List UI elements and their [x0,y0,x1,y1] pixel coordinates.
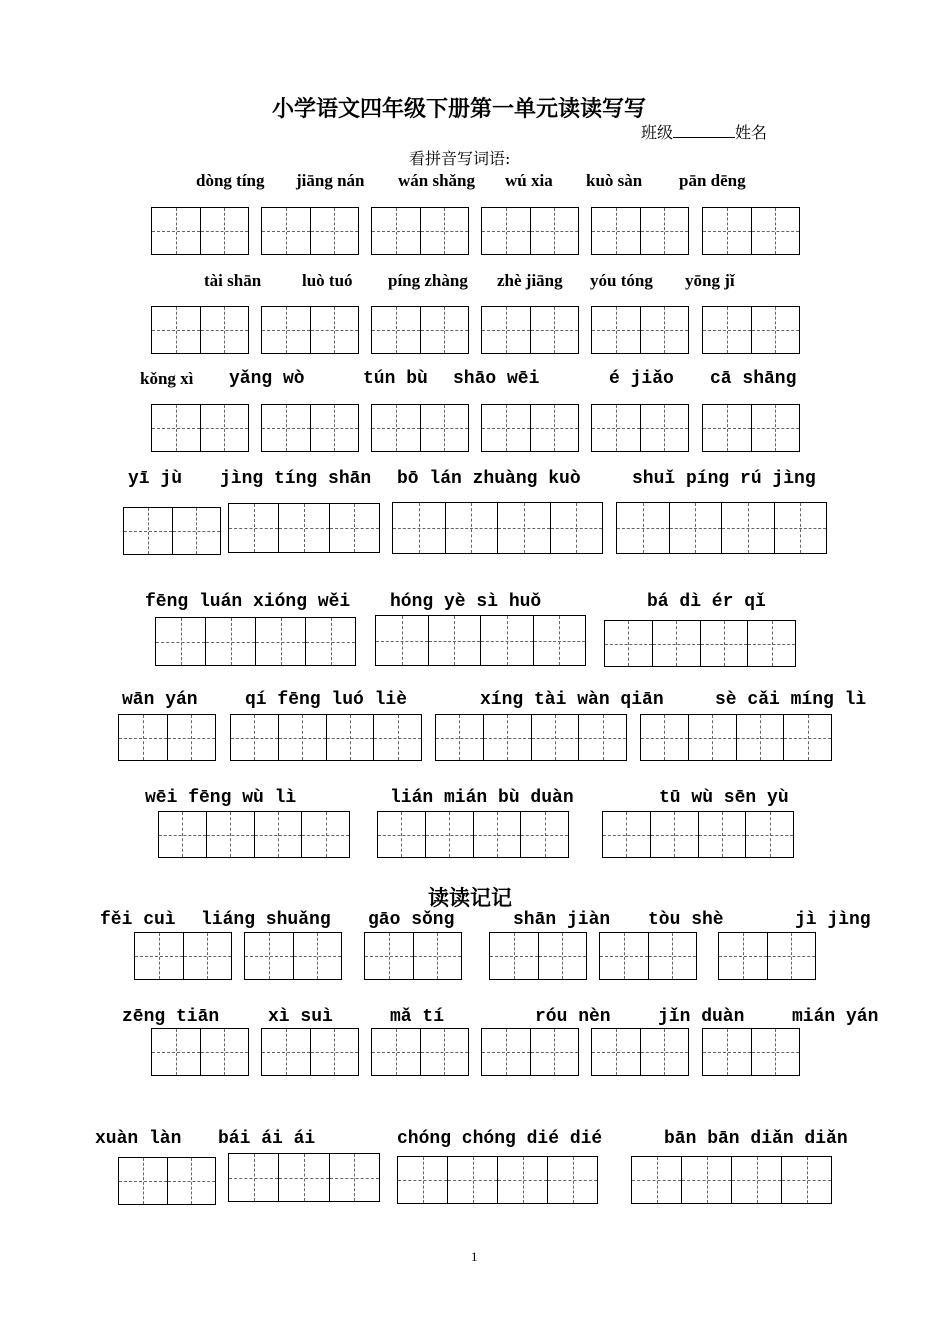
writing-cell[interactable] [719,933,768,979]
writing-cell[interactable] [302,812,349,857]
pinyin-label: jǐn duàn [658,1007,745,1027]
writing-cell[interactable] [481,616,534,665]
pinyin-label: wēi fēng wù lì [145,788,297,808]
writing-cell[interactable] [531,405,579,451]
writing-cell[interactable] [531,208,579,254]
writing-cell[interactable] [152,307,201,353]
writing-cell[interactable] [737,715,785,760]
writing-cell[interactable] [374,715,421,760]
writing-grid [591,207,689,255]
pinyin-label: luò tuó [302,271,353,290]
pinyin-label: cā shāng [710,369,797,389]
writing-grid [702,404,800,452]
writing-grid [151,306,249,354]
pinyin-label: dòng tíng [196,171,265,190]
writing-cell[interactable] [592,1029,641,1075]
writing-cell[interactable] [262,405,311,451]
writing-cell[interactable] [229,504,279,552]
writing-cell[interactable] [703,307,752,353]
writing-cell[interactable] [245,933,294,979]
class-label: 班级 [641,123,674,142]
writing-grid [640,714,832,761]
writing-cell[interactable] [605,621,653,666]
writing-grid [244,932,342,980]
writing-cell[interactable] [579,715,626,760]
writing-cell[interactable] [752,1029,800,1075]
writing-cell[interactable] [521,812,568,857]
writing-grid [134,932,232,980]
writing-cell[interactable] [279,715,327,760]
writing-grid [230,714,422,761]
writing-cell[interactable] [551,503,603,553]
writing-grid [702,306,800,354]
writing-cell[interactable] [262,208,311,254]
writing-cell[interactable] [229,1154,279,1201]
writing-cell[interactable] [641,307,689,353]
writing-grid [599,932,697,980]
pinyin-label: bō lán zhuàng kuò [397,469,581,489]
writing-grid [228,503,380,553]
pinyin-label: yóu tóng [590,271,653,290]
writing-grid [481,306,579,354]
pinyin-label: fěi cuì [100,910,176,930]
writing-grid [591,404,689,452]
writing-cell[interactable] [184,933,232,979]
writing-cell[interactable] [448,1157,498,1203]
writing-cell[interactable] [446,503,499,553]
pinyin-label: hóng yè sì huǒ [390,592,542,612]
pinyin-label: píng zhàng [388,271,468,290]
writing-cell[interactable] [474,812,522,857]
writing-cell[interactable] [372,1029,421,1075]
writing-cell[interactable] [156,618,206,665]
writing-grid [591,306,689,354]
pinyin-label: xì suì [268,1007,333,1027]
writing-grid [397,1156,598,1204]
writing-cell[interactable] [206,618,256,665]
writing-cell[interactable] [768,933,816,979]
pinyin-label: tū wù sēn yù [659,788,789,808]
writing-cell[interactable] [201,307,249,353]
writing-cell[interactable] [651,812,699,857]
pinyin-label: bān bān diǎn diǎn [664,1129,848,1149]
writing-cell[interactable] [421,208,469,254]
pinyin-label: kuò sàn [586,171,643,190]
writing-cell[interactable] [649,933,697,979]
writing-cell[interactable] [414,933,462,979]
pinyin-label: sè cǎi míng lì [715,690,867,710]
section-title-dudu-jiji: 读读记记 [428,885,512,910]
writing-cell[interactable] [689,715,737,760]
writing-cell[interactable] [746,812,793,857]
writing-grid [602,811,794,858]
writing-cell[interactable] [398,1157,448,1203]
writing-grid [261,404,359,452]
writing-cell[interactable] [682,1157,732,1203]
pinyin-label: kǒng xì [140,369,194,388]
instruction: 看拼音写词语: [409,149,511,168]
writing-cell[interactable] [701,621,749,666]
writing-cell[interactable] [539,933,587,979]
writing-grid [481,404,579,452]
writing-cell[interactable] [653,621,701,666]
name-label: 姓名 [735,123,768,142]
pinyin-label: jìng tíng shān [220,469,372,489]
writing-cell[interactable] [534,616,586,665]
writing-grid [489,932,587,980]
writing-cell[interactable] [752,405,800,451]
pinyin-label: chóng chóng dié dié [397,1129,603,1149]
pinyin-label: zēng tiān [122,1007,220,1027]
writing-cell[interactable] [311,208,359,254]
writing-cell[interactable] [592,307,641,353]
writing-cell[interactable] [732,1157,782,1203]
pinyin-label: wān yán [122,690,198,710]
writing-cell[interactable] [152,405,201,451]
writing-cell[interactable] [173,508,221,554]
writing-cell[interactable] [632,1157,682,1203]
pinyin-label: gāo sǒng [368,910,455,930]
writing-grid [392,502,603,554]
writing-cell[interactable] [531,307,579,353]
writing-cell[interactable] [490,933,539,979]
writing-cell[interactable] [592,208,641,254]
writing-grid [371,306,469,354]
writing-cell[interactable] [421,1029,469,1075]
writing-grid [702,1028,800,1076]
writing-grid [616,502,827,554]
writing-cell[interactable] [722,503,775,553]
writing-cell[interactable] [207,812,255,857]
writing-cell[interactable] [311,1029,359,1075]
pinyin-label: xuàn làn [95,1129,182,1149]
writing-cell[interactable] [372,208,421,254]
writing-grid [481,1028,579,1076]
pinyin-label: mián yán [792,1007,879,1027]
writing-grid [364,932,462,980]
writing-cell[interactable] [548,1157,597,1203]
writing-cell[interactable] [603,812,651,857]
pinyin-label: zhè jiāng [497,271,563,290]
pinyin-label: pān dēng [679,171,746,190]
writing-grid [118,714,216,761]
writing-cell[interactable] [748,621,795,666]
writing-grid [375,615,586,666]
pinyin-label: yōng jǐ [685,271,735,290]
pinyin-label: fēng luán xióng wěi [145,592,351,612]
pinyin-label: tài shān [204,271,262,290]
writing-grid [261,306,359,354]
pinyin-label: shāo wēi [453,369,540,389]
writing-cell[interactable] [119,1158,168,1204]
pinyin-label: wán shǎng [398,171,476,190]
writing-cell[interactable] [429,616,482,665]
writing-cell[interactable] [436,715,484,760]
writing-cell[interactable] [421,405,469,451]
writing-cell[interactable] [135,933,184,979]
writing-cell[interactable] [484,715,532,760]
writing-cell[interactable] [201,1029,249,1075]
writing-grid [371,207,469,255]
writing-cell[interactable] [752,208,800,254]
writing-cell[interactable] [531,1029,579,1075]
writing-cell[interactable] [255,812,303,857]
writing-grid [481,207,579,255]
page-title: 小学语文四年级下册第一单元读读写写 [272,96,647,122]
pinyin-label: bái ái ái [218,1129,316,1149]
writing-cell[interactable] [327,715,375,760]
writing-cell[interactable] [498,1157,548,1203]
pinyin-label: qí fēng luó liè [245,690,408,710]
pinyin-label: róu nèn [535,1007,611,1027]
pinyin-label: mǎ tí [390,1007,445,1027]
writing-cell[interactable] [294,933,342,979]
writing-grid [371,404,469,452]
pinyin-label: xíng tài wàn qiān [480,690,664,710]
writing-cell[interactable] [482,208,531,254]
writing-cell[interactable] [168,1158,216,1204]
pinyin-label: yǎng wò [229,369,305,389]
pinyin-label: wú xia [505,171,553,190]
writing-cell[interactable] [279,504,329,552]
writing-cell[interactable] [124,508,173,554]
writing-grid [371,1028,469,1076]
pinyin-label: shān jiàn [513,910,611,930]
pinyin-label: jì jìng [795,910,871,930]
writing-cell[interactable] [330,504,379,552]
writing-cell[interactable] [306,618,355,665]
writing-cell[interactable] [119,715,168,760]
writing-grid [702,207,800,255]
writing-cell[interactable] [703,405,752,451]
writing-cell[interactable] [372,307,421,353]
pinyin-label: yī jù [128,469,183,489]
writing-cell[interactable] [482,307,531,353]
class-blank[interactable] [673,123,735,138]
writing-grid [158,811,350,858]
writing-grid [377,811,569,858]
pinyin-label: tún bù [363,369,428,389]
writing-cell[interactable] [201,208,249,254]
writing-cell[interactable] [641,1029,689,1075]
writing-cell[interactable] [152,208,201,254]
writing-grid [604,620,796,667]
writing-cell[interactable] [703,208,752,254]
writing-grid [151,1028,249,1076]
writing-cell[interactable] [256,618,306,665]
writing-cell[interactable] [641,208,689,254]
pinyin-label: liáng shuǎng [201,910,331,930]
writing-cell[interactable] [372,405,421,451]
writing-cell[interactable] [592,405,641,451]
class-name-line [641,120,767,143]
writing-cell[interactable] [532,715,580,760]
writing-grid [228,1153,380,1202]
writing-cell[interactable] [752,307,800,353]
writing-cell[interactable] [617,503,670,553]
writing-grid [151,404,249,452]
writing-cell[interactable] [168,715,216,760]
writing-cell[interactable] [482,1029,531,1075]
writing-grid [155,617,356,666]
writing-cell[interactable] [262,1029,311,1075]
writing-cell[interactable] [421,307,469,353]
pinyin-label: tòu shè [648,910,724,930]
writing-cell[interactable] [231,715,279,760]
writing-cell[interactable] [376,616,429,665]
writing-cell[interactable] [311,405,359,451]
writing-grid [261,1028,359,1076]
writing-cell[interactable] [641,405,689,451]
writing-cell[interactable] [426,812,474,857]
writing-grid [123,507,221,555]
writing-cell[interactable] [600,933,649,979]
writing-grid [118,1157,216,1205]
writing-cell[interactable] [279,1154,329,1201]
writing-cell[interactable] [393,503,446,553]
writing-cell[interactable] [699,812,747,857]
writing-cell[interactable] [670,503,723,553]
writing-cell[interactable] [330,1154,379,1201]
writing-cell[interactable] [498,503,551,553]
writing-cell[interactable] [775,503,827,553]
writing-grid [151,207,249,255]
writing-cell[interactable] [152,1029,201,1075]
writing-grid [591,1028,689,1076]
writing-cell[interactable] [641,715,689,760]
writing-grid [718,932,816,980]
writing-cell[interactable] [262,307,311,353]
pinyin-label: é jiǎo [609,369,674,389]
pinyin-label: jiāng nán [296,171,365,190]
writing-cell[interactable] [159,812,207,857]
writing-grid [261,207,359,255]
writing-grid [435,714,627,761]
writing-cell[interactable] [311,307,359,353]
page-number: 1 [471,1249,478,1264]
pinyin-label: bá dì ér qǐ [647,592,766,612]
writing-grid [631,1156,832,1204]
writing-cell[interactable] [378,812,426,857]
writing-cell[interactable] [482,405,531,451]
writing-cell[interactable] [703,1029,752,1075]
writing-cell[interactable] [365,933,414,979]
writing-cell[interactable] [784,715,831,760]
pinyin-label: lián mián bù duàn [390,788,574,808]
pinyin-label: shuǐ píng rú jìng [632,469,816,489]
writing-cell[interactable] [782,1157,831,1203]
writing-cell[interactable] [201,405,249,451]
